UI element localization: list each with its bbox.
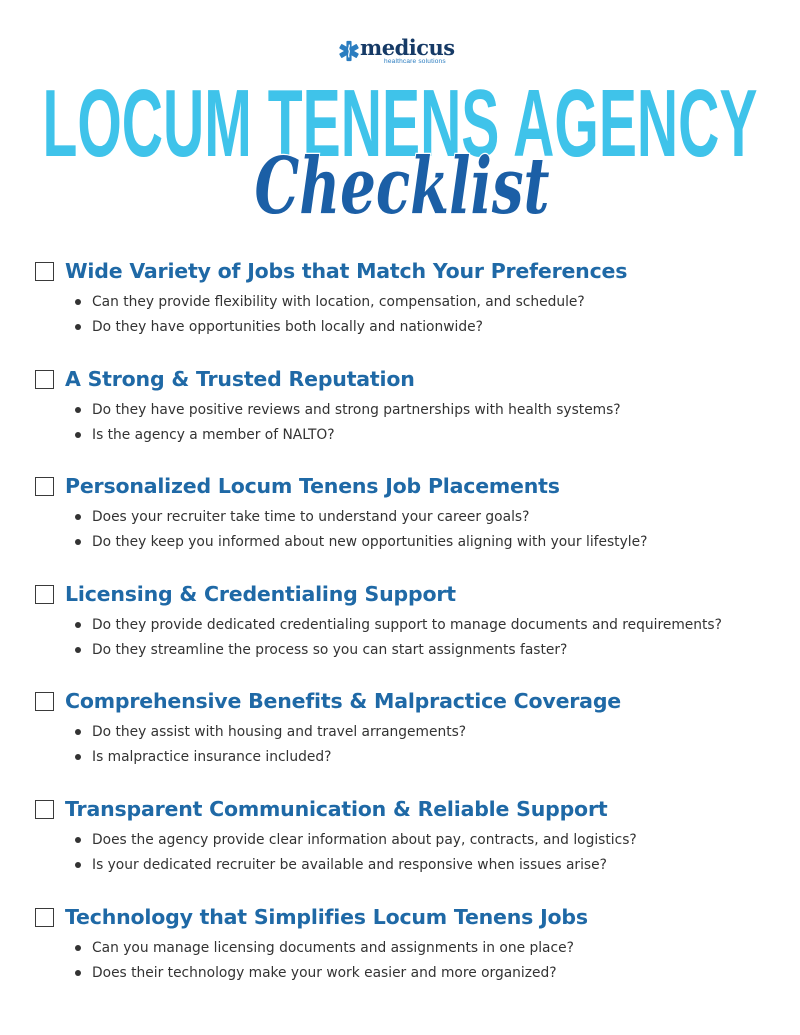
checklist-item [35,470,775,578]
item-title: A Strong & Trusted Reputation [65,366,415,391]
item-title: Transparent Communication & Reliable Support [65,796,608,821]
checklist-item [35,685,775,793]
bullet-item [73,937,574,962]
bullet-dot-icon [75,407,81,413]
bullet-text: Does the agency provide clear information about pay, contracts, and logistics? [92,831,637,848]
bullet-dot-icon [75,837,81,843]
bullet-item [73,962,574,987]
logo-tagline: healthcare solutions [384,58,446,65]
bullet-item [73,854,637,879]
bullet-item [73,399,621,424]
bullet-list [73,291,585,341]
checkbox[interactable] [35,585,54,604]
title-script: Checklist [254,141,550,232]
bullet-item [73,531,647,556]
bullet-text: Is your dedicated recruiter be available and responsive when issues arise? [92,856,607,873]
item-title: Licensing & Credentialing Support [65,581,456,606]
bullet-dot-icon [75,945,81,951]
checkbox[interactable] [35,692,54,711]
item-title: Wide Variety of Jobs that Match Your Preferences [65,259,628,283]
medicus-logo [338,35,462,68]
bullet-text: Do they have positive reviews and strong partnerships with health systems? [92,401,621,418]
title-main: LOCUM TENENS AGENCY [42,70,758,177]
bullet-list [73,937,574,987]
bullet-dot-icon [75,432,81,438]
bullet-dot-icon [75,539,81,545]
checkbox[interactable] [35,477,54,496]
checklist-item [35,901,775,1009]
bullet-text: Does your recruiter take time to understand your career goals? [92,509,530,526]
bullet-dot-icon [75,299,81,305]
star-of-life-icon [338,40,360,62]
bullet-list [73,721,466,771]
checkbox[interactable] [35,262,54,281]
page-title [0,70,800,240]
bullet-item [73,614,722,639]
checkbox[interactable] [35,800,54,819]
bullet-text: Can you manage licensing documents and assignments in one place? [92,939,574,956]
bullet-item [73,746,466,771]
bullet-item [73,316,585,341]
bullet-text: Is malpractice insurance included? [92,749,332,766]
bullet-dot-icon [75,862,81,868]
bullet-dot-icon [75,754,81,760]
bullet-dot-icon [75,514,81,520]
bullet-item [73,829,637,854]
bullet-list [73,614,722,664]
bullet-text: Do they have opportunities both locally and nationwide? [92,319,483,335]
bullet-item [73,721,466,746]
checklist-item [35,255,775,363]
bullet-text: Is the agency a member of NALTO? [92,426,335,443]
item-title: Comprehensive Benefits & Malpractice Coverage [65,689,621,714]
checkbox[interactable] [35,908,54,927]
bullet-text: Do they assist with housing and travel arrangements? [92,724,467,741]
bullet-dot-icon [75,729,81,735]
bullet-text: Do they streamline the process so you can start assignments faster? [92,641,568,658]
bullet-dot-icon [75,324,81,330]
bullet-item [73,291,585,316]
checklist [35,255,775,1008]
bullet-dot-icon [75,647,81,653]
bullet-item [73,639,722,664]
checklist-item [35,793,775,901]
bullet-text: Does their technology make your work easier and more organized? [92,964,557,981]
checklist-item [35,363,775,471]
bullet-list [73,506,647,556]
logo-wordmark: medicus [360,35,455,60]
checkbox[interactable] [35,370,54,389]
bullet-text: Do they provide dedicated credentialing support to manage documents and requirements? [92,616,722,633]
bullet-list [73,399,621,449]
bullet-dot-icon [75,622,81,628]
bullet-text: Do they keep you informed about new opportunities aligning with your lifestyle? [92,534,648,551]
bullet-dot-icon [75,970,81,976]
bullet-text: Can they provide flexibility with location, compensation, and schedule? [92,294,585,310]
item-title: Personalized Locum Tenens Job Placements [65,474,560,499]
checklist-item [35,578,775,686]
bullet-list [73,829,637,879]
bullet-item [73,424,621,449]
bullet-item [73,506,647,531]
item-title: Technology that Simplifies Locum Tenens Jobs [65,904,588,929]
